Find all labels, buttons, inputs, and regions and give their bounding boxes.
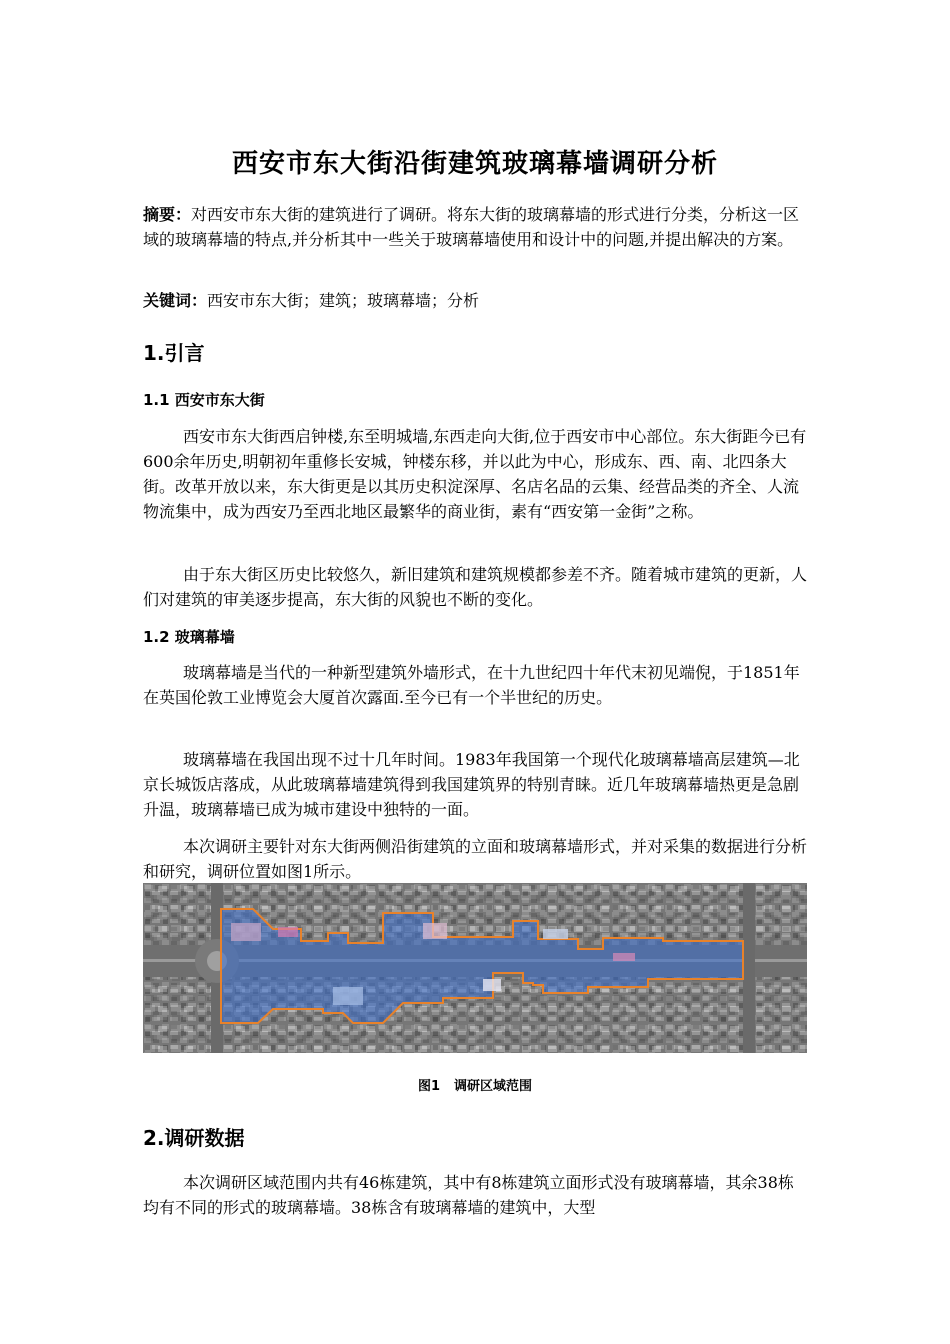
section-1-2-paragraph-1: 玻璃幕墙是当代的一种新型建筑外墙形式，在十九世纪四十年代末初见端倪，于1851年在英国伦敦工业博览会大厦首次露面.至今已有一个半世纪的历史。 — [143, 663, 800, 707]
abstract-text: 对西安市东大街的建筑进行了调研。将东大街的玻璃幕墙的形式进行分类，分析这一区域的玻璃幕墙的特点,并分析其中一些关于玻璃幕墙使用和设计中的问题,并提出解决的方案。 — [143, 205, 800, 249]
keywords-label: 关键词： — [143, 291, 208, 310]
figure-number: 图1 — [417, 1079, 441, 1094]
section-1-heading: 1.引言 — [143, 341, 205, 365]
section-1-1-paragraph-2: 由于东大街区历史比较悠久，新旧建筑和建筑规模都参差不齐。随着城市建筑的更新，人们对建筑的审美逐步提高，东大街的风貌也不断的变化。 — [143, 565, 808, 609]
section-1-1-heading: 1.1 西安市东大街 — [143, 391, 265, 409]
section-1-1-paragraph-1: 西安市东大街西启钟楼,东至明城墙,东西走向大街,位于西安市中心部位。东大街距今已有600余年历史,明朝初年重修长安城，钟楼东移，并以此为中心，形成东、西、南、北四条大街。改革开放以来，东大街更是以其历史积淀深厚、名店名品的云集、经营品类的齐全、人流物流集中，成为西安乃至西北地区最繁华的商业街，素有“西安第一金街”之称。 — [143, 427, 807, 521]
keywords — [143, 288, 807, 313]
figure-caption-text: 调研区域范围 — [454, 1079, 533, 1094]
section-1-2-heading: 1.2 玻璃幕墙 — [143, 628, 235, 646]
abstract — [143, 202, 807, 252]
survey-area-map-image — [143, 883, 807, 1053]
section-2-heading: 2.调研数据 — [143, 1126, 245, 1150]
figure-caption — [0, 1075, 950, 1094]
keywords-text: 西安市东大街；建筑；玻璃幕墙；分析 — [207, 291, 480, 310]
section-1-2-paragraph-2: 玻璃幕墙在我国出现不过十几年时间。1983年我国第一个现代化玻璃幕墙高层建筑—北京长城饭店落成，从此玻璃幕墙建筑得到我国建筑界的特别青睐。近几年玻璃幕墙热更是急剧升温，玻璃幕墙已成为城市建设中独特的一面。 — [143, 750, 800, 819]
section-1-2-paragraph-3: 本次调研主要针对东大街两侧沿街建筑的立面和玻璃幕墙形式，并对采集的数据进行分析和研究，调研位置如图1所示。 — [143, 837, 808, 881]
abstract-label: 摘要： — [143, 205, 192, 224]
paper-title: 西安市东大街沿街建筑玻璃幕墙调研分析 — [231, 149, 718, 179]
section-2-paragraph-1: 本次调研区域范围内共有46栋建筑，其中有8栋建筑立面形式没有玻璃幕墙，其余38栋均有不同的形式的玻璃幕墙。38栋含有玻璃幕墙的建筑中，大型 — [143, 1173, 794, 1217]
